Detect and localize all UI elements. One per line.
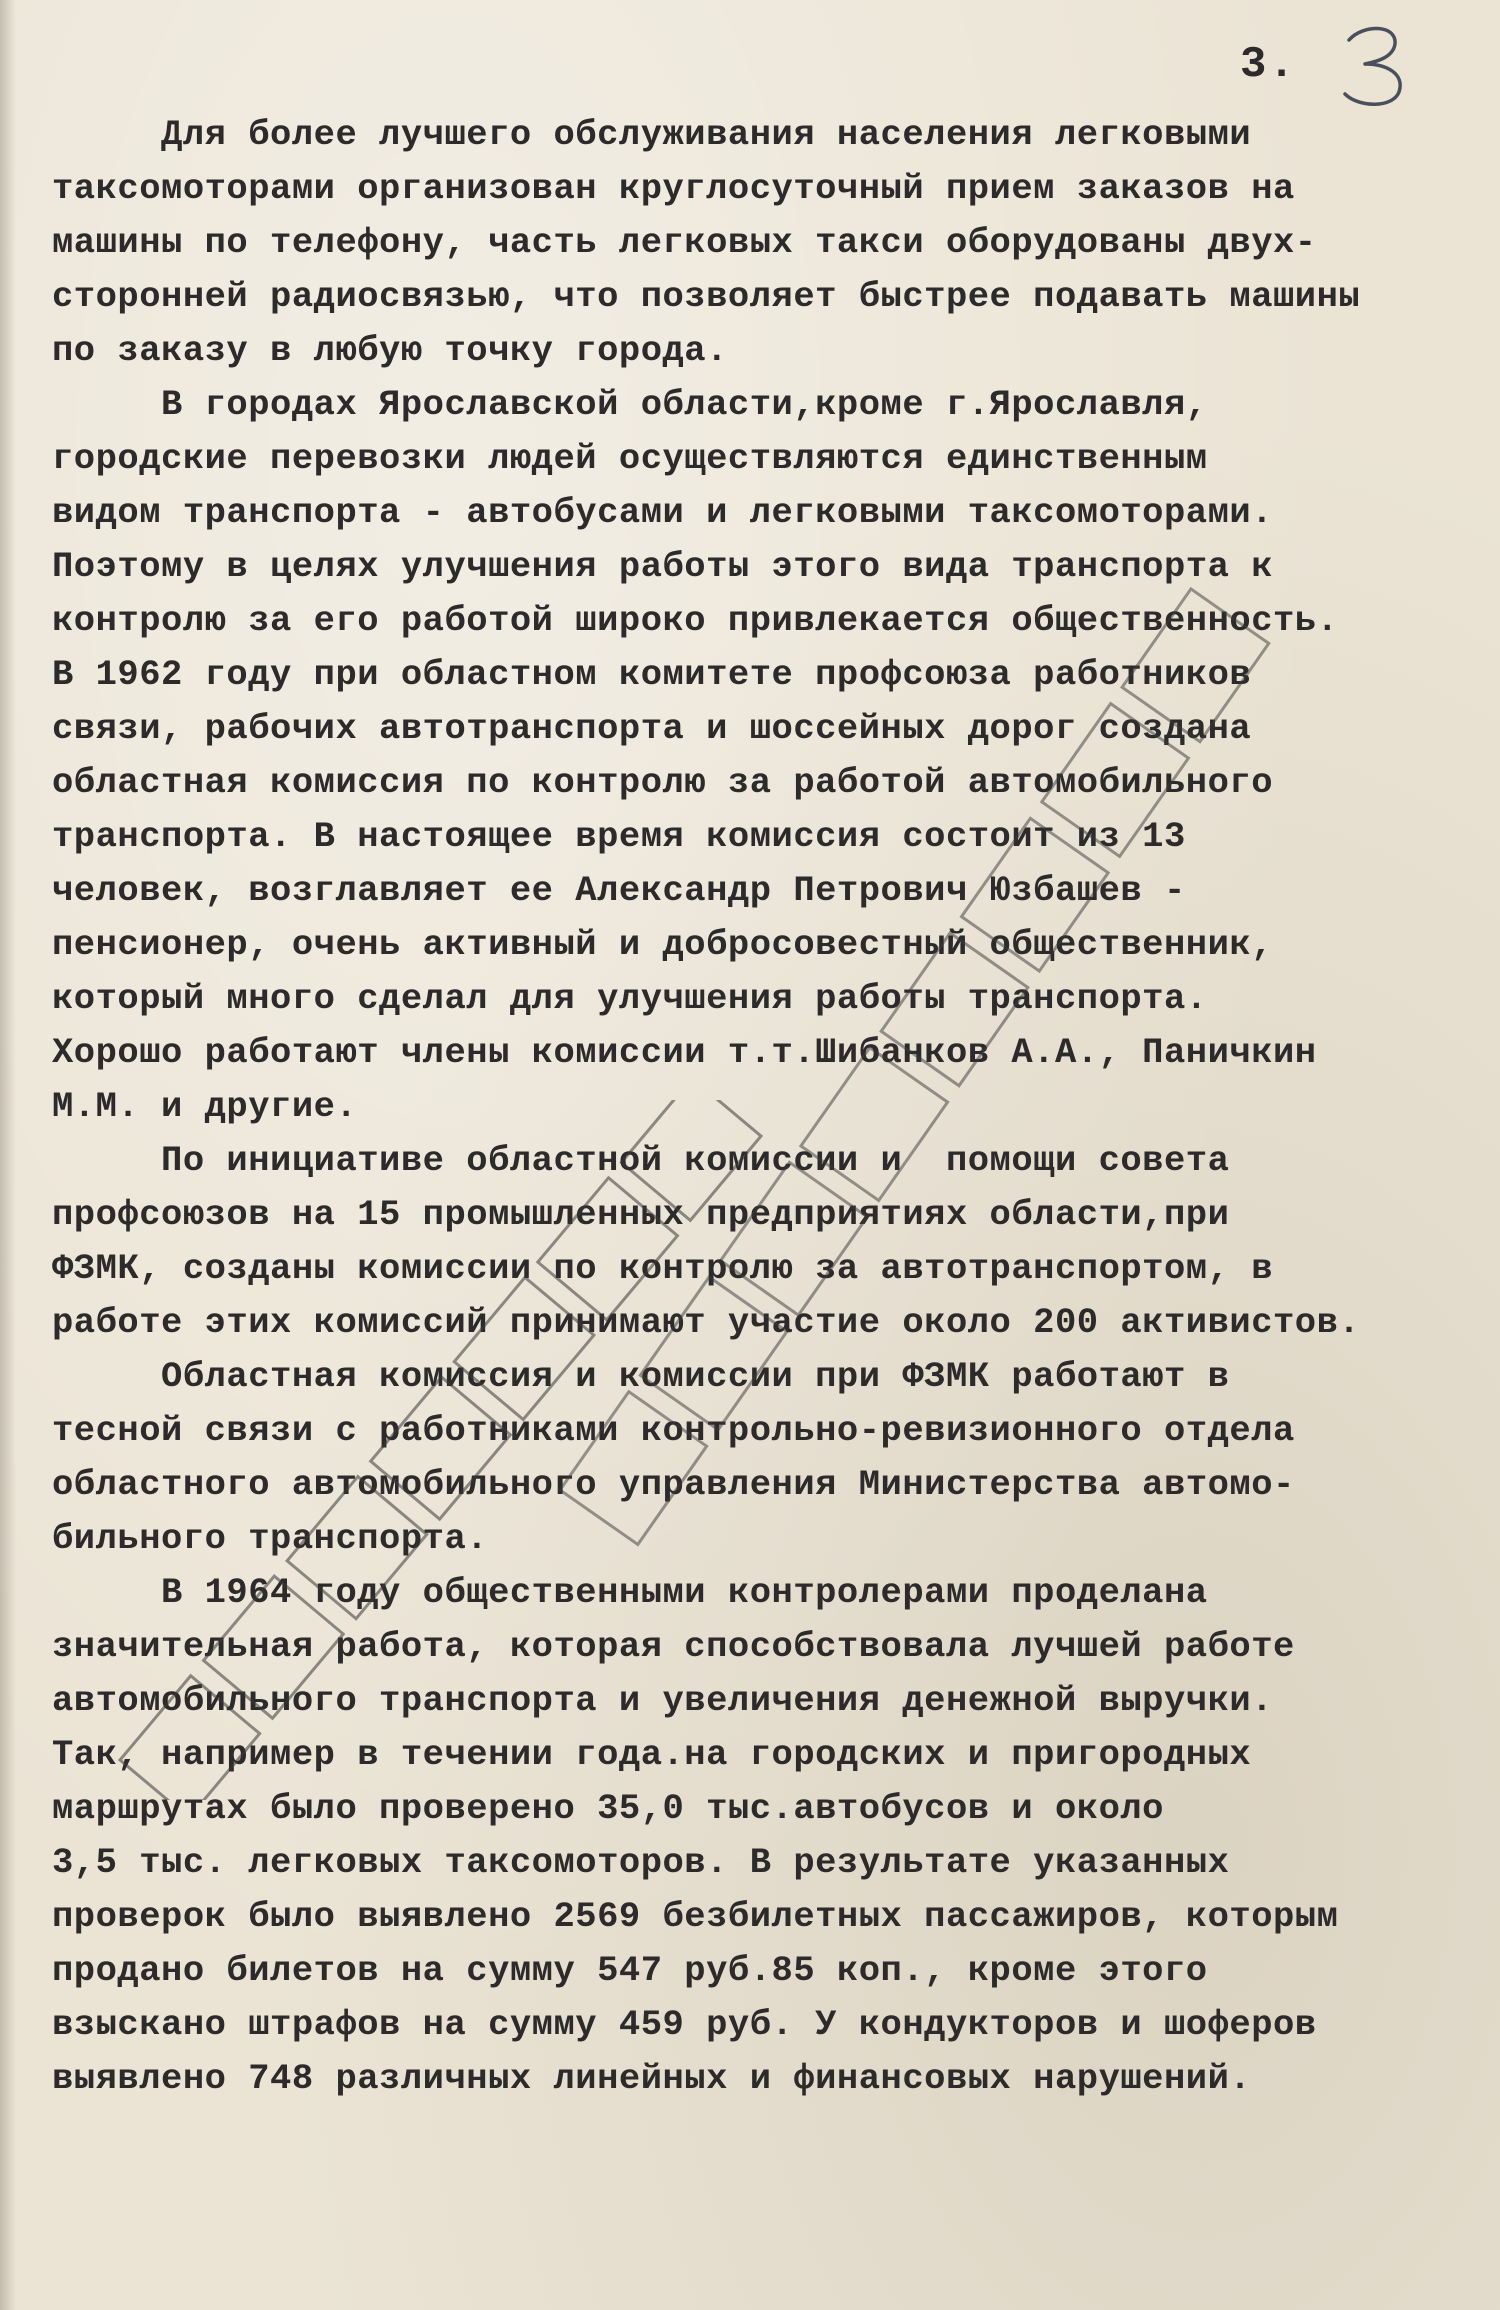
text-line: Так, например в течении года.на городских и пригородных [52,1734,1252,1775]
text-line: связи, рабочих автотранспорта и шоссейных дорог создана [52,708,1252,749]
page-number: 3. [1240,40,1297,90]
text-line: В 1962 году при областном комитете профсоюза работников [52,654,1252,695]
text-line: областного автомобильного управления Министерства автомо- [52,1464,1295,1505]
page-edge-shadow [0,0,16,2310]
text-line: видом транспорта - автобусами и легковыми таксомоторами. [52,492,1273,533]
text-line: Хорошо работают члены комиссии т.т.Шибанков А.А., Паничкин [52,1032,1317,1073]
text-line: маршрутах было проверено 35,0 тыс.автобусов и около [52,1788,1164,1829]
text-line: который много сделал для улучшения работы транспорта. [52,978,1208,1019]
text-line: тесной связи с работниками контрольно-ревизионного отдела [52,1410,1295,1451]
text-line: работе этих комиссий принимают участие около 200 активистов. [52,1302,1361,1343]
handwritten-page-number [1335,20,1415,110]
text-line: взыскано штрафов на сумму 459 руб. У кондукторов и шоферов [52,2004,1317,2045]
text-line: сторонней радиосвязью, что позволяет быстрее подавать машины [52,276,1361,317]
text-line: областная комиссия по контролю за работой автомобильного [52,762,1273,803]
text-line: Для более лучшего обслуживания населения легковыми [52,114,1252,155]
text-line: по заказу в любую точку города. [52,330,728,371]
text-line: бильного транспорта. [52,1518,489,1559]
text-line: продано билетов на сумму 547 руб.85 коп., кроме этого [52,1950,1208,1991]
text-line: По инициативе областной комиссии и помощи совета [52,1140,1230,1181]
text-line: человек, возглавляет ее Александр Петрович Юзбашев - [52,870,1186,911]
text-line: значительная работа, которая способствовала лучшей работе [52,1626,1295,1667]
text-line: М.М. и другие. [52,1086,358,1127]
text-line: таксомоторами организован круглосуточный прием заказов на [52,168,1295,209]
text-line: 3,5 тыс. легковых таксомоторов. В результате указанных [52,1842,1230,1883]
text-line: выявлено 748 различных линейных и финансовых нарушений. [52,2058,1252,2099]
text-line: контролю за его работой широко привлекается общественность. [52,600,1339,641]
text-line: машины по телефону, часть легковых такси оборудованы двух- [52,222,1317,263]
text-line: автомобильного транспорта и увеличения денежной выручки. [52,1680,1273,1721]
document-body-text [52,108,1472,2106]
text-line: проверок было выявлено 2569 безбилетных пассажиров, которым [52,1896,1339,1937]
text-line: Поэтому в целях улучшения работы этого вида транспорта к [52,546,1273,587]
text-line: пенсионер, очень активный и добросовестный общественник, [52,924,1273,965]
text-line: транспорта. В настоящее время комиссия состоит из 13 [52,816,1186,857]
text-line: ФЗМК, созданы комиссии по контролю за автотранспортом, в [52,1248,1273,1289]
text-line: В 1964 году общественными контролерами проделана [52,1572,1208,1613]
text-line: городские перевозки людей осуществляются единственным [52,438,1208,479]
text-line: В городах Ярославской области,кроме г.Ярославля, [52,384,1208,425]
text-line: профсоюзов на 15 промышленных предприятиях области,при [52,1194,1230,1235]
text-line: Областная комиссия и комиссии при ФЗМК работают в [52,1356,1230,1397]
